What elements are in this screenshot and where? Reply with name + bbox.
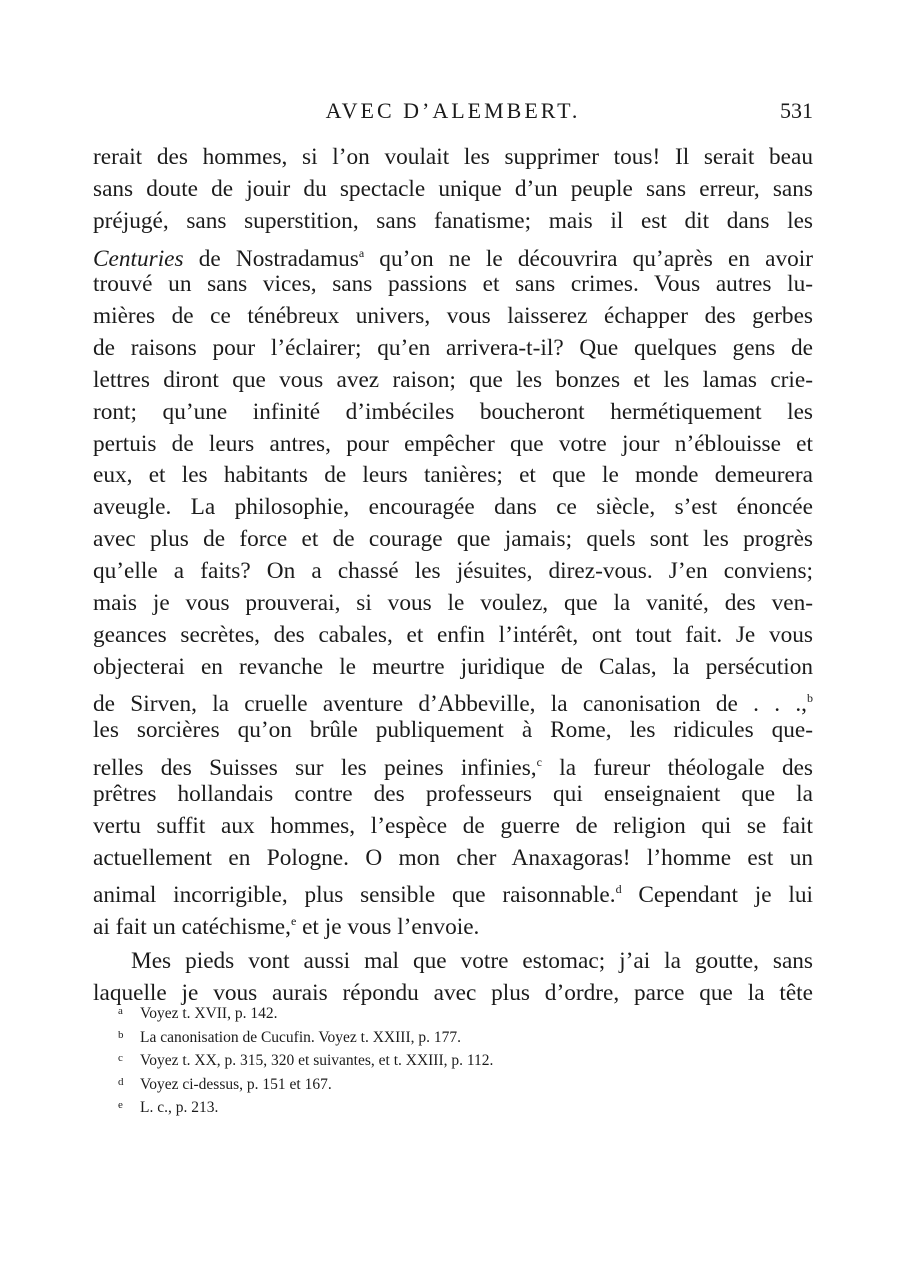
line-segment: qu’on ne le découvrira qu’après en avoir (364, 245, 813, 272)
text-line: mières de ce ténébreux univers, vous laisserez échapper des gerbes (93, 303, 813, 330)
footnote-mark: d (118, 1075, 124, 1088)
text-line: pertuis de leurs antres, pour empêcher que votre jour n’éblouisse et (93, 430, 813, 457)
text-line: geances secrètes, des cabales, et enfin l’intérêt, ont tout fait. Je vous (93, 621, 813, 648)
footnote-ref-d[interactable]: d (615, 882, 622, 897)
footnote-ref-c[interactable]: c (536, 755, 542, 770)
text-line: avec plus de force et de courage que jamais; quels sont les progrès (93, 526, 813, 553)
text-line (93, 683, 813, 718)
text-line: préjugé, sans superstition, sans fanatisme; mais il est dit dans les (93, 207, 813, 234)
text-line: prêtres hollandais contre des professeurs qui enseignaient que la (93, 780, 813, 807)
line-segment: ai fait un catéchisme, (93, 914, 291, 941)
line-segment: la fureur théologale des (541, 754, 813, 781)
footnote (118, 1071, 758, 1095)
text-line: qu’elle a faits? On a chassé les jésuites, direz-vous. J’en conviens; (93, 557, 813, 584)
footnote (118, 1047, 758, 1071)
footnotes (118, 1000, 758, 1118)
line-segment: animal incorrigible, plus sensible que raisonnable. (93, 882, 616, 909)
footnote-text: L. c., p. 213. (140, 1099, 219, 1117)
footnote-mark: c (118, 1052, 123, 1065)
footnote-mark: a (118, 1005, 123, 1017)
text-line (93, 874, 813, 909)
footnote-ref-a[interactable]: a (358, 245, 365, 260)
text-line: objecterai en revanche le meurtre juridique de Calas, la persécution (93, 653, 813, 680)
footnote-text: Voyez ci-dessus, p. 151 et 167. (140, 1075, 332, 1093)
footnote-text: Voyez t. XX, p. 315, 320 et suivantes, et t. XXIII, p. 112. (140, 1052, 494, 1070)
line-segment: de Nostradamus (183, 245, 359, 272)
text-line: laquelle je vous aurais répondu avec plus d’ordre, parce que la tête (93, 979, 813, 1006)
footnote-text: Voyez t. XVII, p. 142. (140, 1005, 278, 1022)
main-text (93, 142, 813, 1010)
text-line: trouvé un sans vices, sans passions et sans crimes. Vous autres lu- (93, 271, 813, 298)
text-line: les sorcières qu’on brûle publiquement à Rome, les ridicules que- (93, 717, 813, 744)
footnote-text: La canonisation de Cucufin. Voyez t. XXIII, p. 177. (140, 1028, 461, 1046)
text-line: mais je vous prouverai, si vous le voulez, que la vanité, des ven- (93, 589, 813, 616)
text-line (93, 906, 813, 941)
text-line: lettres diront que vous avez raison; que les bonzes et les lamas crie- (93, 366, 813, 393)
text-line: eux, et les habitants de leurs tanières; et que le monde demeurera (93, 462, 813, 489)
footnote (118, 1024, 758, 1048)
text-line: rerait des hommes, si l’on voulait les supprimer tous! Il serait beau (93, 144, 813, 170)
line-segment: de Sirven, la cruelle aventure d’Abbeville, la canonisation de . . ., (93, 691, 807, 718)
line-segment: et je vous l’envoie. (296, 914, 480, 941)
footnote-mark: b (118, 1028, 124, 1041)
text-line: vertu suffit aux hommes, l’espèce de guerre de religion qui se fait (93, 812, 813, 839)
text-line: de raisons pour l’éclairer; qu’en arrivera-t-il? Que quelques gens de (93, 335, 813, 362)
line-segment: Cependant je lui (621, 882, 813, 909)
footnote-ref-e[interactable]: e (290, 914, 297, 929)
text-line: actuellement en Pologne. O mon cher Anaxagoras! l’homme est un (93, 844, 813, 871)
text-line: aveugle. La philosophie, encouragée dans ce siècle, s’est énoncée (93, 494, 813, 521)
text-line (93, 747, 813, 779)
text-line: Mes pieds vont aussi mal que votre estomac; j’ai la goutte, sans (131, 948, 813, 975)
footnote-ref-b[interactable]: b (807, 691, 813, 706)
page-number: 531 (780, 98, 813, 123)
footnote (118, 1094, 758, 1118)
italic-title: Centuries (93, 245, 184, 272)
text-line: ront; qu’une infinité d’imbéciles boucheront hermétiquement les (93, 398, 813, 425)
running-header (93, 98, 813, 128)
text-line: sans doute de jouir du spectacle unique d’un peuple sans erreur, sans (93, 175, 813, 202)
footnote (118, 1000, 758, 1024)
line-segment: relles des Suisses sur les peines infinies, (93, 754, 537, 781)
footnote-mark: e (118, 1099, 123, 1112)
text-line (93, 238, 813, 270)
running-title: AVEC D’ALEMBERT. (325, 98, 581, 123)
